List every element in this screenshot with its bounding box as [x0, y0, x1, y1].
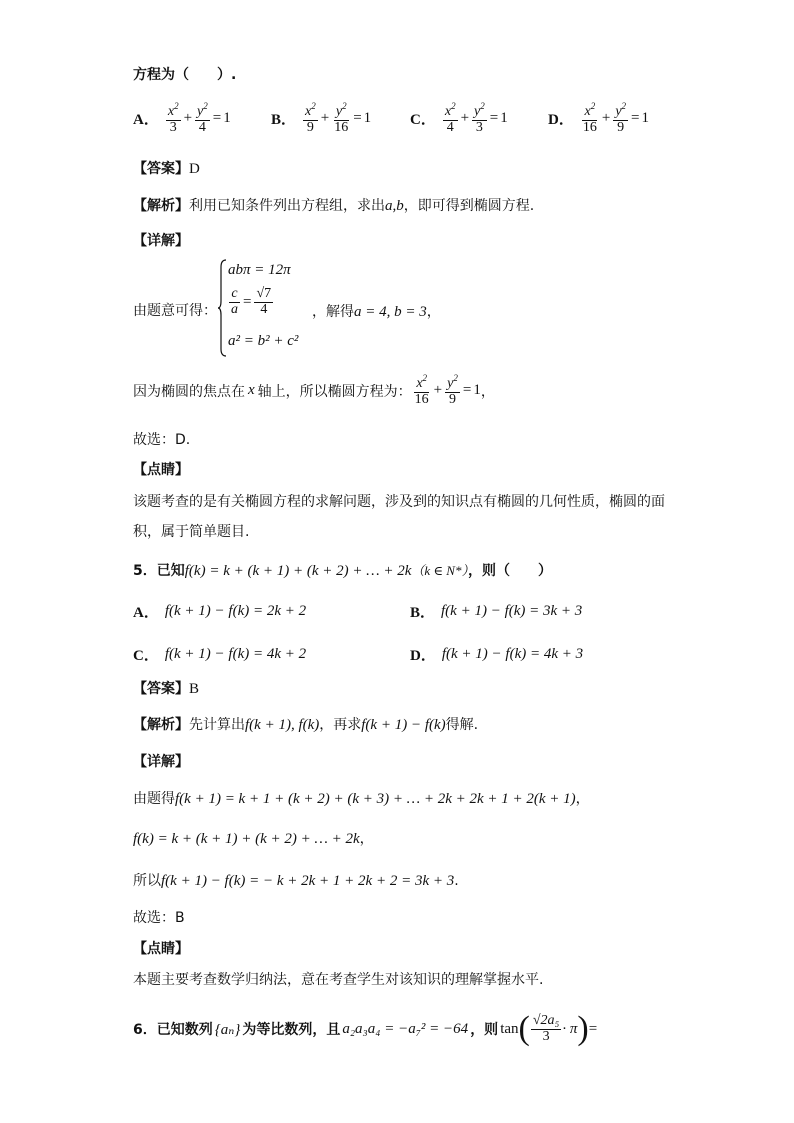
q6-stem: 6． 已知数列 {aₙ} 为等比数列，且 a₂a₃a₄ = −a₇² = −64 ，则 tan ( $\frac{\text{√2a₅}}{3}$ · π ) = [133, 1010, 598, 1047]
q4-option-b: B． $\frac{x^2}{9}$ + $\frac{y^2}{16}$ = 1 [271, 101, 372, 135]
fraction: $\frac{y^2}{9}$ [447, 373, 458, 407]
system-line-3: a² = b² + c² [228, 333, 299, 349]
q5-analysis: 【解析】先计算出f(k + 1), f(k)，再求f(k + 1) − f(k)得解. [133, 717, 479, 733]
option-label: A． [133, 112, 159, 129]
fraction: $\frac{x^2}{16}$ [582, 101, 597, 135]
q4-detail-heading: 【详解】 [133, 233, 189, 249]
q5-detail-line-1: 由题得f(k + 1) = k + 1 + (k + 2) + (k + 3) + … + 2k + 2k + 1 + 2(k + 1)， [133, 791, 590, 807]
q4-option-c: C． $\frac{x^2}{4}$ + $\frac{y^2}{3}$ = 1 [410, 101, 508, 135]
q5-detail-heading: 【详解】 [133, 754, 189, 770]
fraction: $\frac{y^2}{16}$ [334, 101, 349, 135]
q5-option-c: C． f(k + 1) − f(k) = 4k + 2 [133, 646, 307, 664]
system-brace [218, 259, 228, 357]
q5-comment: 本题主要考查数学归纳法，意在考查学生对该知识的理解掌握水平. [133, 972, 544, 988]
fraction: $\frac{y^2}{3}$ [474, 101, 485, 135]
q4-option-a: A． $\frac{x^2}{3}$ + $\frac{y^2}{4}$ = 1 [133, 101, 231, 135]
q4-analysis: 【解析】利用已知条件列出方程组，求出a,b，即可得到椭圆方程. [133, 198, 535, 214]
q4-option-d: D． $\frac{x^2}{16}$ + $\frac{y^2}{9}$ = 1 [548, 101, 649, 135]
q4-focus-line: 因为椭圆的焦点在 x 轴上，所以椭圆方程为： $\frac{x^2}{16}$ + $\frac{y^2}{9}$ = 1 ， [133, 373, 495, 407]
q4-comment-line-1: 该题考查的是有关椭圆方程的求解问题，涉及到的知识点有椭圆的几何性质，椭圆的面 [133, 494, 665, 510]
fraction: $\frac{y^2}{9}$ [615, 101, 627, 135]
q5-stem: 5．已知f(k) = k + (k + 1) + (k + 2) + … + 2k（k ∈ N*），则（ ） [133, 563, 552, 579]
q4-comment-heading: 【点睛】 [133, 462, 189, 478]
q5-option-d: D． f(k + 1) − f(k) = 4k + 3 [410, 646, 584, 664]
option-label: B． [271, 112, 297, 129]
q4-stem-tail: 方程为（ ）. [133, 67, 237, 83]
fraction: $\frac{y^2}{4}$ [197, 101, 208, 135]
option-label: D． [548, 112, 574, 129]
option-label: C． [410, 112, 436, 129]
q5-detail-line-2: f(k) = k + (k + 1) + (k + 2) + … + 2k， [133, 831, 374, 847]
q5-option-a: A． f(k + 1) − f(k) = 2k + 2 [133, 603, 307, 621]
q4-choose: 故选：D. [133, 432, 191, 448]
fraction: $\frac{x^2}{9}$ [305, 101, 316, 135]
q5-comment-heading: 【点睛】 [133, 941, 189, 957]
fraction: $\frac{x^2}{16}$ [414, 373, 429, 407]
q4-comment-line-2: 积，属于简单题目. [133, 524, 250, 540]
q5-option-b: B． f(k + 1) − f(k) = 3k + 3 [410, 603, 583, 621]
q5-detail-line-3: 所以f(k + 1) − f(k) = − k + 2k + 1 + 2k + 2 = 3k + 3. [133, 873, 459, 889]
q4-solve: ，解得a = 4, b = 3， [312, 304, 441, 320]
fraction: $\frac{x^2}{3}$ [167, 101, 179, 135]
system-line-1: abπ = 12π [228, 262, 291, 278]
q5-choose: 故选：B [133, 910, 185, 926]
q5-answer: 【答案】B [133, 681, 200, 697]
q4-answer: 【答案】D [133, 161, 200, 177]
fraction: $\frac{\text{√2a₅}}{3}$ [532, 1012, 560, 1044]
fraction: $\frac{x^2}{4}$ [444, 101, 456, 135]
q4-detail-lead: 由题意可得： [133, 303, 217, 319]
system-line-2: $\frac{c}{a}$ = $\frac{√7}{4}$ [231, 286, 272, 317]
